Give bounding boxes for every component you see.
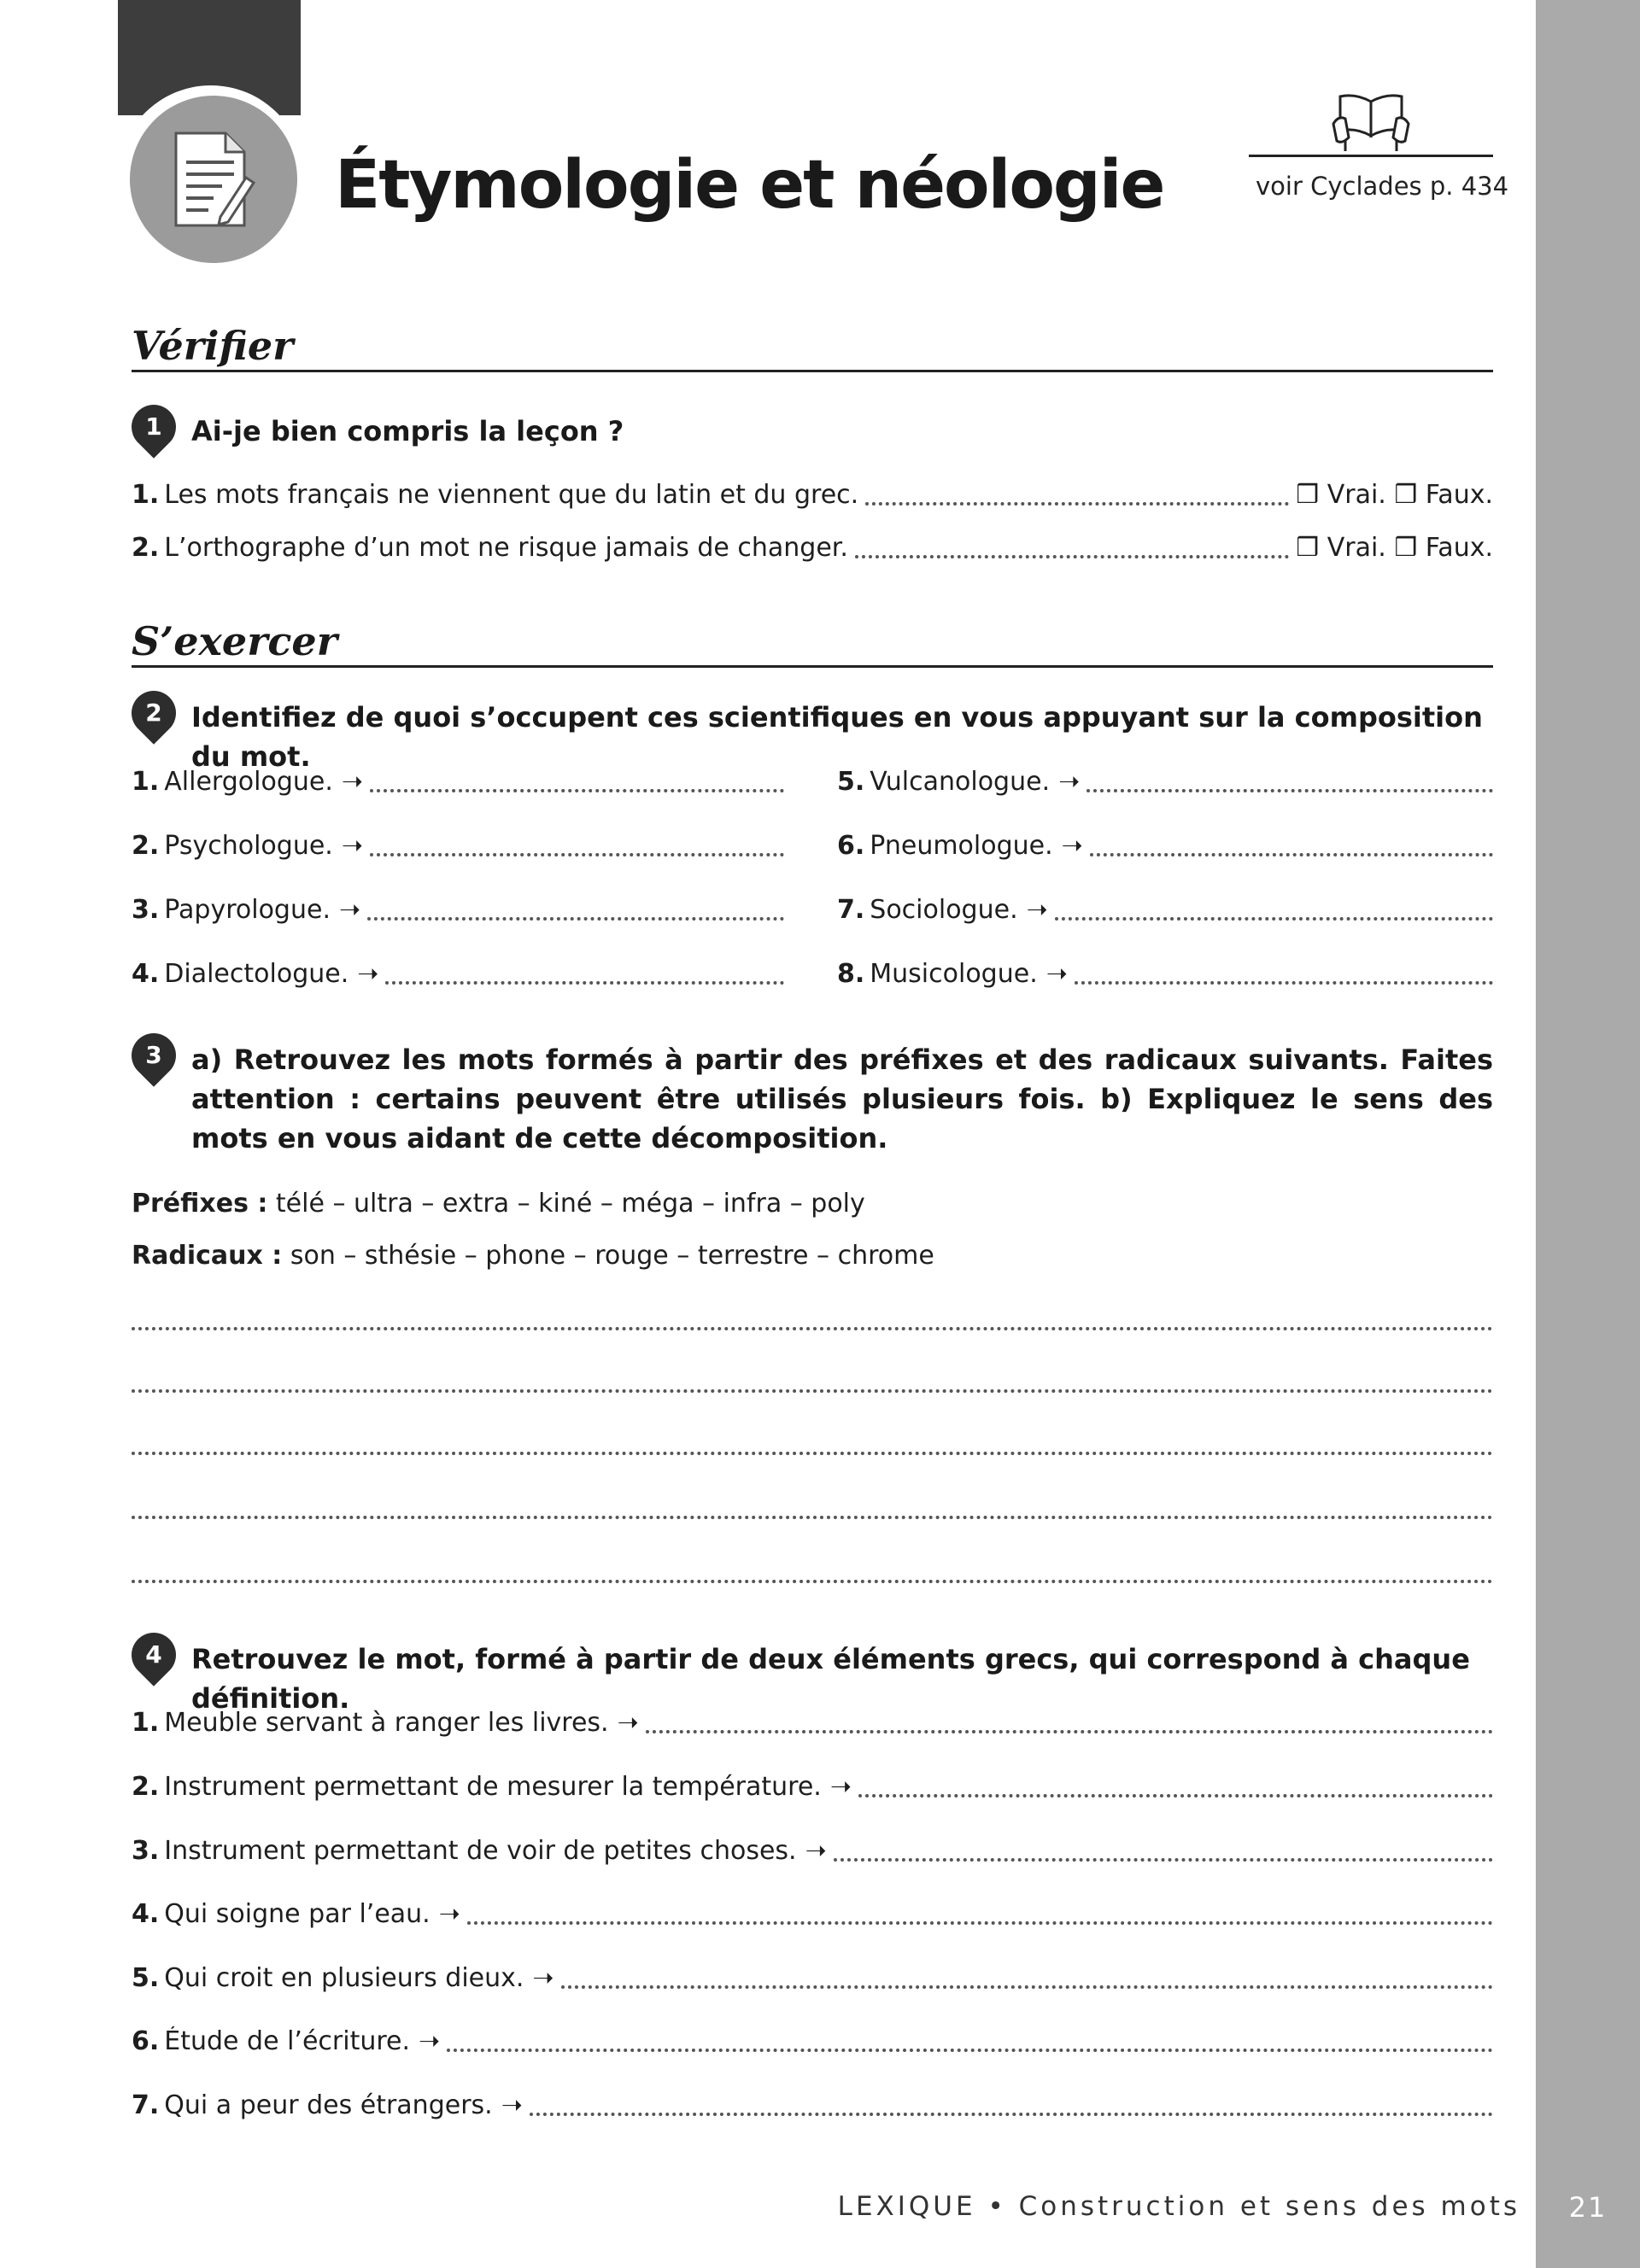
exercise-2-item: 6. Pneumologue. ➝ [837, 831, 1493, 865]
arrow-icon: ➝ [617, 1708, 639, 1738]
section-rule-verifier [132, 370, 1493, 372]
exercise-4-item: 1. Meuble servant à ranger les livres. ➝ [132, 1708, 1493, 1742]
reference-rule [1249, 155, 1493, 157]
arrow-icon: ➝ [357, 959, 379, 989]
arrow-icon: ➝ [438, 1899, 460, 1929]
arrow-icon: ➝ [1046, 959, 1068, 989]
exercise-4-instruction: Retrouvez le mot, formé à partir de deux éléments grecs, qui correspond à chaque définition. [191, 1643, 1470, 1715]
side-band [1536, 0, 1640, 2268]
footer-text: LEXIQUE • Construction et sens des mots [837, 2191, 1520, 2222]
arrow-icon: ➝ [419, 2026, 441, 2056]
arrow-icon: ➝ [532, 1963, 554, 1993]
exercise-1-item: 2. L’orthographe d’un mot ne risque jamais de changer. ❒ Vrai. ❒ Faux. [132, 533, 1493, 563]
answer-line[interactable] [132, 1389, 1493, 1393]
header-icon-circle [130, 96, 297, 263]
exercise-1-instruction: Ai-je bien compris la leçon ? [191, 415, 624, 447]
arrow-icon: ➝ [805, 1836, 827, 1866]
exercise-number-badge: 3 [122, 1024, 185, 1087]
exercise-2-item: 5. Vulcanologue. ➝ [837, 767, 1493, 801]
arrow-icon: ➝ [1026, 895, 1048, 925]
answer-fill[interactable] [370, 789, 784, 792]
answer-fill[interactable] [370, 853, 784, 856]
arrow-icon: ➝ [338, 895, 361, 925]
answer-fill[interactable] [530, 2113, 1493, 2116]
answer-line[interactable] [132, 1452, 1493, 1455]
exercise-number-badge: 1 [122, 395, 185, 459]
answer-fill[interactable] [447, 2049, 1493, 2052]
answer-fill[interactable] [467, 1921, 1493, 1925]
exercise-number-badge: 4 [122, 1623, 185, 1686]
arrow-icon: ➝ [341, 767, 364, 797]
answer-fill[interactable] [858, 1794, 1493, 1797]
answer-fill[interactable] [1075, 981, 1493, 985]
arrow-icon: ➝ [341, 831, 363, 861]
exercise-2-item: 8. Musicologue. ➝ [837, 959, 1493, 993]
exercise-3-instruction: a) Retrouvez les mots formés à partir des préfixes et des radicaux suivants. Faites attention : certains peuvent être utilisés plusieurs fois. b) Expliquez le sens des mots en vous aidant de cette décomposition. [191, 1043, 1493, 1154]
answer-fill[interactable] [1086, 789, 1493, 792]
exercise-4-item: 4. Qui soigne par l’eau. ➝ [132, 1899, 1493, 1933]
arrow-icon: ➝ [501, 2090, 523, 2120]
page-title: Étymologie et néologie [335, 147, 1164, 224]
exercise-2-instruction: Identifiez de quoi s’occupent ces scientifiques en vous appuyant sur la composition du mot. [191, 701, 1483, 773]
page-number: 21 [1568, 2191, 1608, 2224]
answer-fill[interactable] [385, 981, 784, 985]
section-title-exercer: S’exercer [132, 618, 337, 664]
exercise-2-item: 3. Papyrologue. ➝ [132, 895, 784, 929]
document-pencil-icon [171, 128, 256, 231]
answer-line[interactable] [132, 1327, 1493, 1330]
answer-line[interactable] [132, 1580, 1493, 1583]
arrow-icon: ➝ [1061, 831, 1083, 861]
section-rule-exercer [132, 665, 1493, 668]
exercise-2-item: 1. Allergologue. ➝ [132, 767, 784, 801]
exercise-4-item: 3. Instrument permettant de voir de petites choses. ➝ [132, 1836, 1493, 1870]
dotted-fill [865, 502, 1289, 506]
open-book-hands-icon [1330, 90, 1412, 151]
answer-fill[interactable] [367, 917, 784, 921]
exercise-4-item: 6. Étude de l’écriture. ➝ [132, 2026, 1493, 2060]
answer-fill[interactable] [646, 1730, 1493, 1733]
answer-fill[interactable] [1055, 917, 1493, 921]
answer-fill[interactable] [561, 1985, 1493, 1989]
answer-line[interactable] [132, 1516, 1493, 1519]
answer-fill[interactable] [1090, 853, 1493, 856]
exercise-2-item: 2. Psychologue. ➝ [132, 831, 784, 865]
dotted-fill [855, 555, 1289, 558]
reference-text: voir Cyclades p. 434 [1256, 172, 1509, 201]
exercise-4-item: 7. Qui a peur des étrangers. ➝ [132, 2090, 1493, 2125]
exercise-1-item: 1. Les mots français ne viennent que du latin et du grec. ❒ Vrai. ❒ Faux. [132, 480, 1493, 510]
exercise-4-item: 5. Qui croit en plusieurs dieux. ➝ [132, 1963, 1493, 1997]
exercise-2-item: 4. Dialectologue. ➝ [132, 959, 784, 993]
section-title-verifier: Vérifier [132, 323, 294, 369]
true-false-checkboxes[interactable]: ❒ Vrai. ❒ Faux. [1296, 480, 1493, 510]
exercise-4-item: 2. Instrument permettant de mesurer la température. ➝ [132, 1772, 1493, 1806]
exercise-2-item: 7. Sociologue. ➝ [837, 895, 1493, 929]
exercise-number-badge: 2 [122, 681, 185, 745]
answer-fill[interactable] [834, 1858, 1493, 1862]
prefixes-line: Préfixes : télé – ultra – extra – kiné – méga – infra – poly [132, 1189, 865, 1219]
radicaux-line: Radicaux : son – sthésie – phone – rouge – terrestre – chrome [132, 1241, 934, 1271]
arrow-icon: ➝ [829, 1772, 852, 1802]
true-false-checkboxes[interactable]: ❒ Vrai. ❒ Faux. [1296, 533, 1493, 563]
arrow-icon: ➝ [1058, 767, 1081, 797]
